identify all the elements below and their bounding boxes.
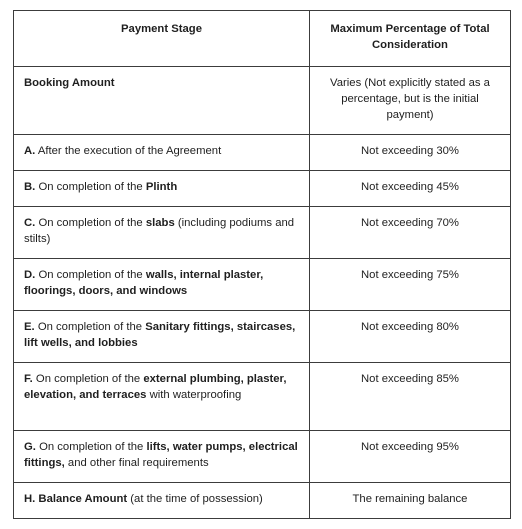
table-header-row (14, 11, 511, 67)
payment-stage-cell (14, 363, 310, 431)
table-row (14, 259, 511, 311)
table-row (14, 135, 511, 171)
stage-text-bold: walls, internal plaster, floorings, doors, and windows (24, 269, 264, 297)
max-percentage-cell: Not exceeding 80% (310, 311, 511, 363)
stage-text: and other final requirements (64, 457, 209, 469)
stage-text-bold: external plumbing, plaster, elevation, and terraces (24, 373, 287, 401)
stage-text: On completion of the (35, 217, 146, 229)
stage-text-bold: A. (24, 145, 36, 157)
max-percentage-cell: Not exceeding 45% (310, 171, 511, 207)
max-percentage-cell: Not exceeding 70% (310, 207, 511, 259)
max-percentage-cell: Not exceeding 30% (310, 135, 511, 171)
payment-stage-cell (14, 311, 310, 363)
table-row (14, 363, 511, 431)
header-payment-stage: Payment Stage (14, 11, 310, 67)
table-row (14, 171, 511, 207)
max-percentage-cell: Varies (Not explicitly stated as a percentage, but is the initial payment) (310, 67, 511, 135)
table-row (14, 483, 511, 519)
payment-schedule-container (13, 10, 510, 519)
table-row (14, 431, 511, 483)
max-percentage-cell: Not exceeding 85% (310, 363, 511, 431)
max-percentage-cell: Not exceeding 95% (310, 431, 511, 483)
payment-schedule-table (13, 10, 511, 519)
stage-text-bold: G. (24, 441, 36, 453)
stage-text: On completion of the (35, 269, 146, 281)
table-row (14, 207, 511, 259)
table-row (14, 67, 511, 135)
stage-text: (at the time of possession) (127, 493, 263, 505)
max-percentage-cell: Not exceeding 75% (310, 259, 511, 311)
payment-stage-cell (14, 67, 310, 135)
stage-text-bold: D. (24, 269, 36, 281)
stage-text: (including podiums and stilts) (24, 217, 295, 245)
table-row (14, 311, 511, 363)
stage-text: with waterproofing (146, 389, 242, 401)
stage-text-bold: E. (24, 321, 35, 333)
payment-stage-cell (14, 483, 310, 519)
stage-text-bold: H. Balance Amount (24, 493, 128, 505)
stage-text: On completion of the (32, 373, 144, 385)
payment-stage-cell (14, 207, 310, 259)
payment-stage-cell (14, 431, 310, 483)
stage-text-bold: Booking Amount (24, 77, 115, 89)
payment-stage-cell (14, 135, 310, 171)
stage-text: On completion of the (34, 321, 146, 333)
stage-text-bold: B. (24, 181, 36, 193)
payment-stage-cell (14, 259, 310, 311)
stage-text: After the execution of the Agreement (35, 145, 222, 157)
stage-text-bold: Sanitary fittings, staircases, lift wells, and lobbies (24, 321, 296, 349)
stage-text-bold: slabs (145, 217, 175, 229)
stage-text-bold: lifts, water pumps, electrical fittings, (24, 441, 298, 469)
stage-text: On completion of the (35, 441, 147, 453)
stage-text-bold: F. (24, 373, 33, 385)
header-maximum-percentage: Maximum Percentage of Total Consideration (310, 11, 511, 67)
payment-stage-cell (14, 171, 310, 207)
stage-text-bold: Plinth (145, 181, 178, 193)
stage-text: On completion of the (35, 181, 146, 193)
max-percentage-cell: The remaining balance (310, 483, 511, 519)
stage-text-bold: C. (24, 217, 36, 229)
